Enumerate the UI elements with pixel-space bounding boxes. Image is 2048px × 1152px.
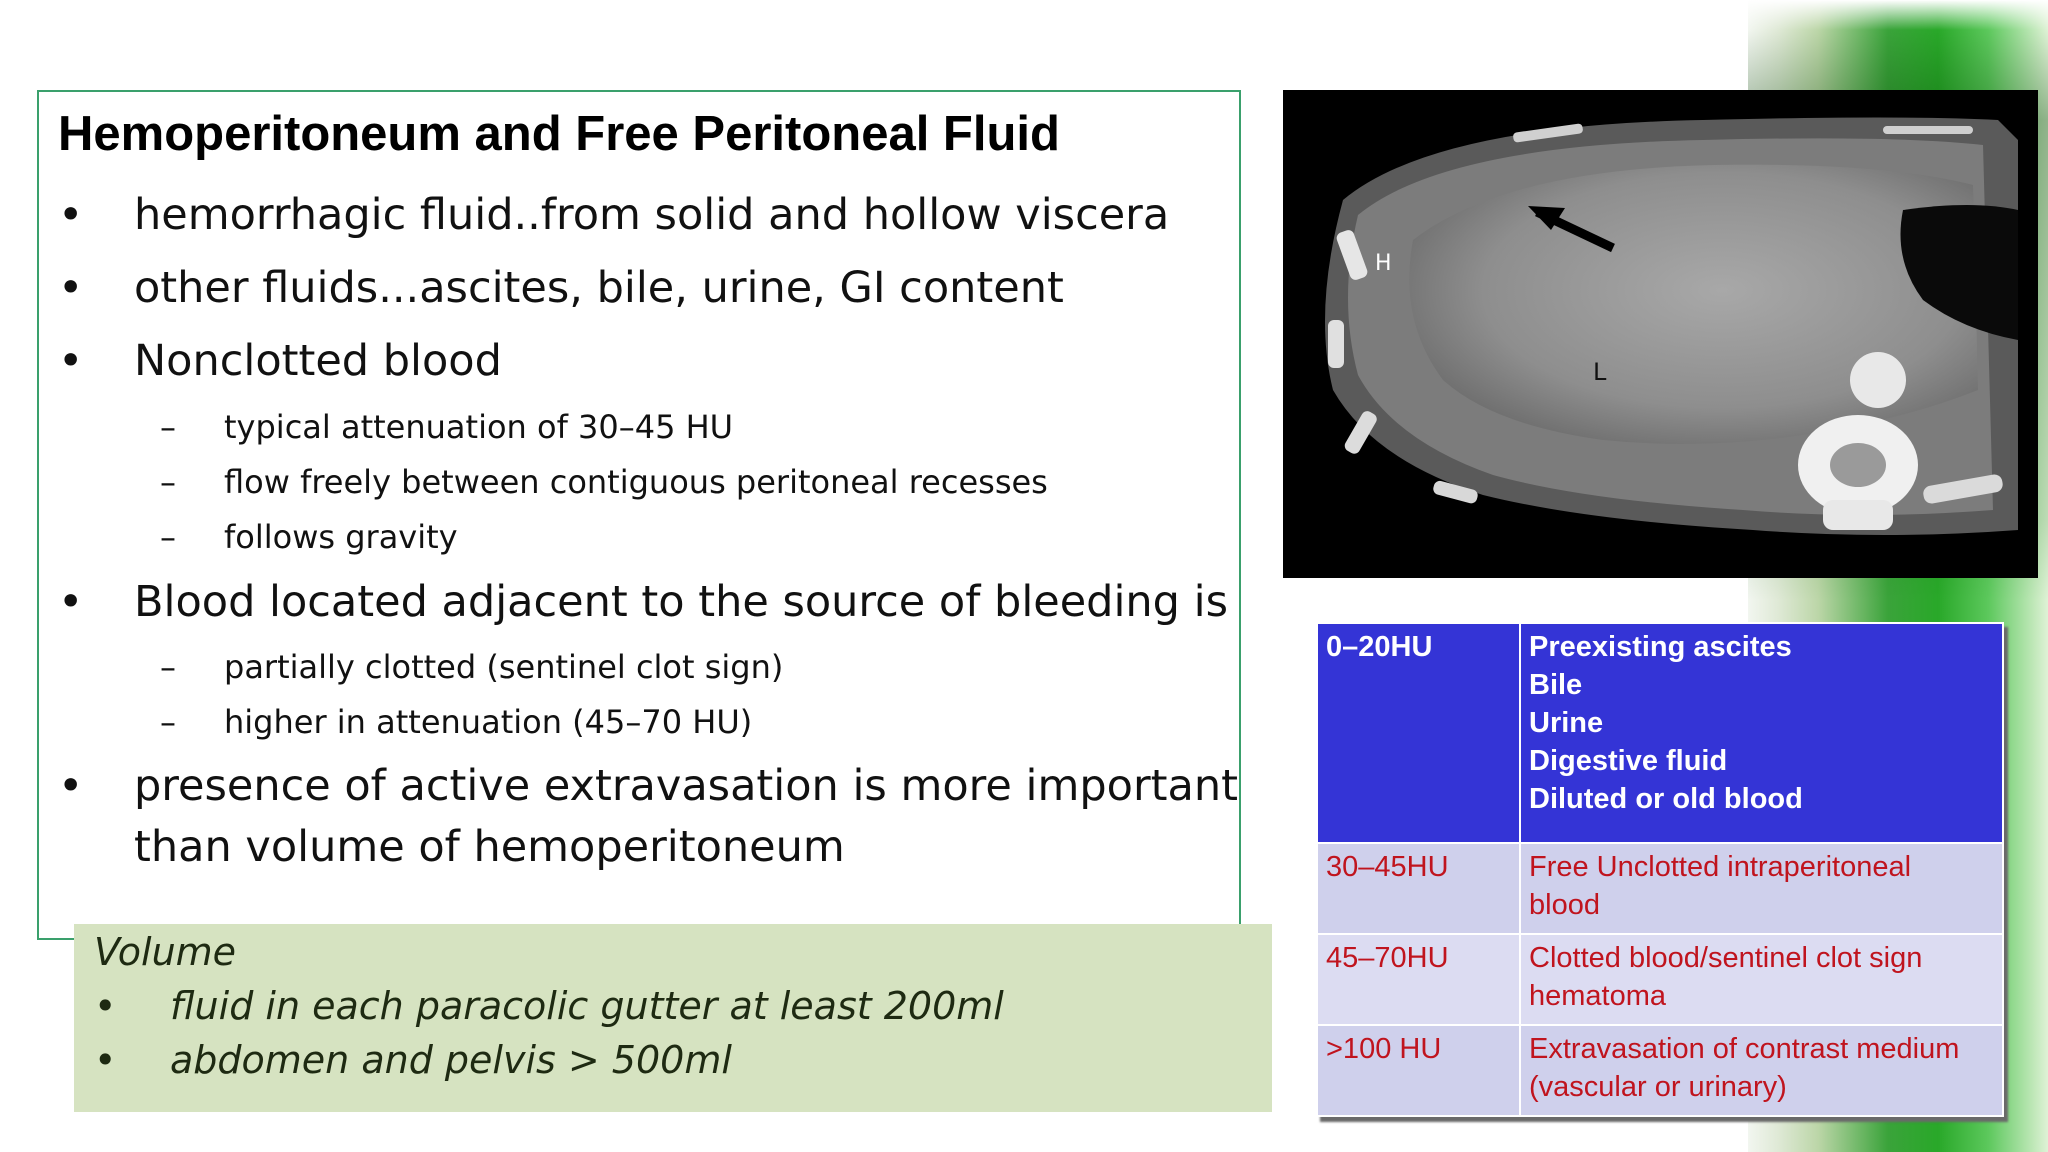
table-cell-range: 45–70HU (1317, 934, 1520, 1025)
table-row (1317, 843, 2003, 934)
table-cell-range: >100 HU (1317, 1025, 1520, 1116)
table-cell-description: Extravasation of contrast medium (vascular or urinary) (1520, 1025, 2003, 1116)
volume-item-marker: • (94, 1038, 117, 1082)
table-cell-range: 0–20HU (1317, 623, 1520, 843)
volume-item: fluid in each paracolic gutter at least 200ml (170, 984, 1004, 1028)
attenuation-table (1316, 622, 2004, 1117)
table-cell-range: 30–45HU (1317, 843, 1520, 934)
ct-label-l: L (1593, 358, 1607, 386)
volume-heading: Volume (94, 930, 237, 974)
ct-label-h: H (1375, 251, 1392, 276)
ct-scan-image (1283, 90, 2038, 578)
table-cell-description: Clotted blood/sentinel clot sign hematoma (1520, 934, 2003, 1025)
volume-item-marker: • (94, 984, 117, 1028)
table-row (1317, 623, 2003, 843)
table-row (1317, 1025, 2003, 1116)
table-cell-description: Free Unclotted intraperitoneal blood (1520, 843, 2003, 934)
ct-scan-drawing (1283, 90, 2038, 578)
slide-title: Hemoperitoneum and Free Peritoneal Fluid (58, 107, 1060, 161)
table-cell-description: Preexisting ascites Bile Urine Digestive fluid Diluted or old blood (1520, 623, 2003, 843)
table-row (1317, 934, 2003, 1025)
volume-item: abdomen and pelvis > 500ml (170, 1038, 732, 1082)
